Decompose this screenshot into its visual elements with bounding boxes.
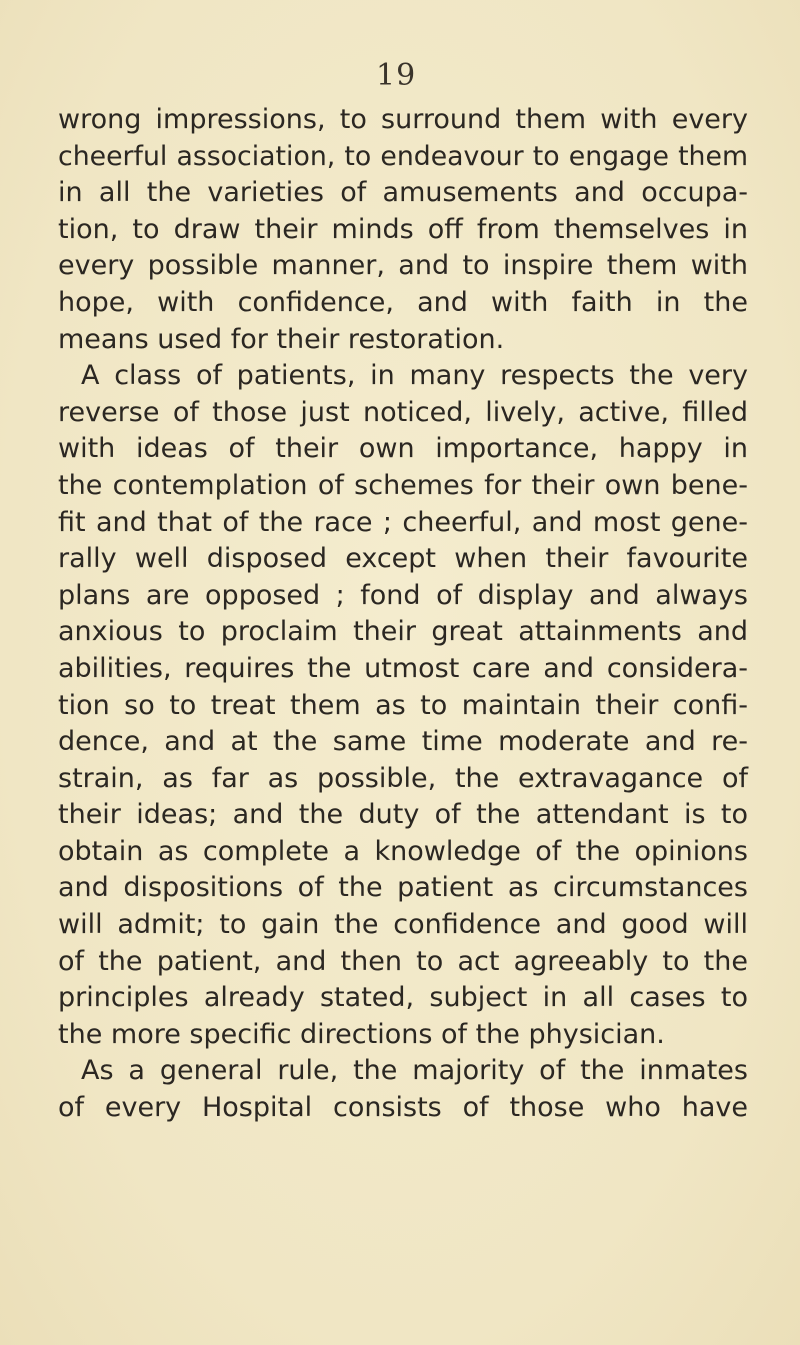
page-number: 19 bbox=[376, 58, 417, 93]
text-line: obtain as complete a knowledge of the opinions bbox=[58, 835, 748, 867]
text-line: with ideas of their own importance, happy in bbox=[58, 433, 748, 465]
text-line: every possible manner, and to inspire them with bbox=[58, 250, 748, 282]
text-line: A class of patients, in many respects the very bbox=[81, 360, 748, 392]
text-line: means used for their restoration. bbox=[58, 323, 505, 355]
text-line: plans are opposed ; fond of display and always bbox=[58, 579, 748, 611]
body-text bbox=[58, 102, 748, 1127]
text-line: will admit; to gain the confidence and good will bbox=[58, 909, 748, 941]
text-line: cheerful association, to endeavour to engage them bbox=[58, 140, 748, 172]
text-line: and dispositions of the patient as circumstances bbox=[58, 872, 748, 904]
text-line: tion so to treat them as to maintain their confi- bbox=[58, 689, 748, 721]
text-line: reverse of those just noticed, lively, active, filled bbox=[58, 396, 748, 428]
text-line: rally well disposed except when their favourite bbox=[58, 543, 748, 575]
text-line: fit and that of the race ; cheerful, and most gene- bbox=[58, 506, 748, 538]
text-line: tion, to draw their minds off from themselves in bbox=[58, 213, 748, 245]
text-line: of every Hospital consists of those who have bbox=[58, 1092, 748, 1124]
text-line: wrong impressions, to surround them with every bbox=[58, 104, 748, 135]
text-line: principles already stated, subject in all cases to bbox=[58, 982, 748, 1014]
text-line: the contemplation of schemes for their own bene- bbox=[58, 469, 748, 501]
text-line: abilities, requires the utmost care and considera- bbox=[58, 652, 748, 684]
text-line: of the patient, and then to act agreeably to the bbox=[58, 945, 748, 977]
text-line: strain, as far as possible, the extravagance of bbox=[58, 762, 748, 794]
text-line: anxious to proclaim their great attainments and bbox=[58, 616, 748, 648]
text-line: As a general rule, the majority of the inmates bbox=[81, 1055, 748, 1087]
text-line: their ideas; and the duty of the attendant is to bbox=[58, 799, 748, 831]
text-line: hope, with confidence, and with faith in the bbox=[58, 286, 748, 318]
text-line: the more specific directions of the physician. bbox=[58, 1018, 665, 1050]
text-line: dence, and at the same time moderate and re- bbox=[58, 726, 748, 758]
text-line: in all the varieties of amusements and occupa- bbox=[58, 177, 748, 209]
